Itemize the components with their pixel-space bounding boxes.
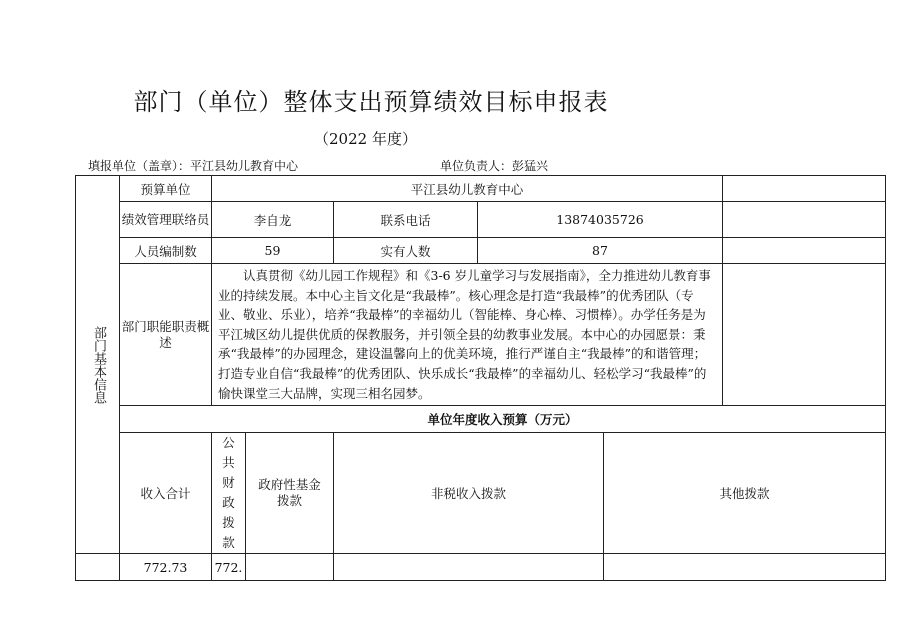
staff-label: 人员编制数 xyxy=(120,238,212,264)
income-gov-fund-label: 政府性基金拨款 xyxy=(246,433,334,554)
income-header: 单位年度收入预算（万元） xyxy=(120,406,886,433)
empty-cell xyxy=(723,176,886,202)
income-nontax-label: 非税收入拨款 xyxy=(334,433,604,554)
income-other-label: 其他拨款 xyxy=(604,433,886,554)
staff-value: 59 xyxy=(212,238,334,264)
income-gov-fund-value xyxy=(246,554,334,581)
empty-cell xyxy=(723,202,886,238)
empty-cell xyxy=(723,264,886,406)
phone-value: 13874035726 xyxy=(478,202,723,238)
duty-description: 认真贯彻《幼儿园工作规程》和《3-6 岁儿童学习与发展指南》，全力推进幼儿教育事业的持续发展。本中心主旨文化是“我最棒”。核心理念是打造“我最棒”的优秀团队（专业、敬业、乐业），培养“我最棒”的幸福幼儿（智能棒、身心棒、习惯棒）。办学任务是为平江城区幼儿提供优质的保教服务，并引领全县的幼教事业发展。本中心的办园愿景：秉承“我最棒”的办园理念，建设温馨向上的优美环境，推行严谨自主“我最棒”的和谐管理；打造专业自信“我最棒”的优秀团队、快乐成长“我最棒”的幸福幼儿、轻松学习“我最棒”的愉快课堂三大品牌，实现三相名园梦。 xyxy=(212,264,723,406)
income-other-value xyxy=(604,554,886,581)
section-basic-info: 部门基本信息 xyxy=(76,176,120,554)
actual-value: 87 xyxy=(478,238,723,264)
contact-label: 绩效管理联络员 xyxy=(120,202,212,238)
duty-label: 部门职能职责概述 xyxy=(120,264,212,406)
income-nontax-value xyxy=(334,554,604,581)
actual-label: 实有人数 xyxy=(334,238,478,264)
empty-cell xyxy=(76,554,120,581)
filler-unit: 填报单位（盖章）：平江县幼儿教育中心 xyxy=(88,159,299,173)
income-public-value: 772. xyxy=(212,554,246,581)
budget-unit-label: 预算单位 xyxy=(120,176,212,202)
unit-responsible: 单位负责人：彭猛兴 xyxy=(440,159,549,173)
contact-value: 李自龙 xyxy=(212,202,334,238)
income-public-label: 公共财政拨款 xyxy=(212,433,246,554)
budget-form-table xyxy=(75,175,886,581)
empty-cell xyxy=(723,238,886,264)
phone-label: 联系电话 xyxy=(334,202,478,238)
income-total-value: 772.73 xyxy=(120,554,212,581)
year-label: （2022 年度） xyxy=(314,130,417,148)
income-total-label: 收入合计 xyxy=(120,433,212,554)
page-title: 部门（单位）整体支出预算绩效目标申报表 xyxy=(133,88,609,116)
budget-unit-value: 平江县幼儿教育中心 xyxy=(212,176,723,202)
